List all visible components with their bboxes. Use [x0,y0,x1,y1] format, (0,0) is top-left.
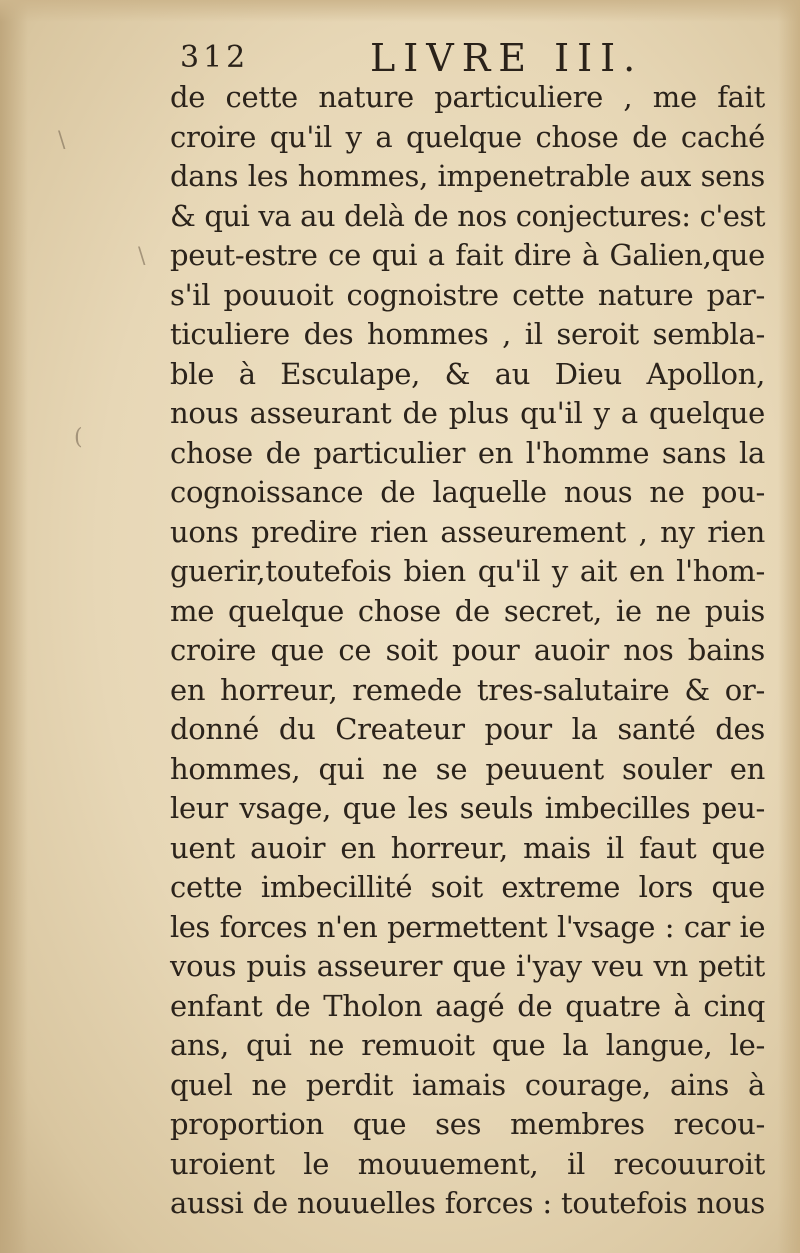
text-line: peut-estre ce qui a fait dire à Galien,que [170,238,765,272]
text-line: croire qu'il y a quelque chose de caché [170,119,765,154]
margin-mark: \ [138,244,146,269]
text-line: me quelque chose de secret, ie ne puis [170,593,765,628]
text-line: cognoissance de laquelle nous ne pou- [170,475,765,509]
text-line: ticuliere des hommes , il seroit sembla- [170,317,765,351]
margin-mark: ( [74,425,83,450]
text-line: leur vsage, que les seuls imbecilles peu- [170,791,765,825]
running-title: LIVRE III. [370,36,644,80]
text-line: uent auoir en horreur, mais il faut que [170,830,765,865]
text-line: aussi de nouuelles forces : toutefois nous [170,1186,765,1220]
text-line: dans les hommes, impenetrable aux sens [170,159,765,193]
page-edge-shadow-top [0,0,800,22]
text-line: cette imbecillité soit extreme lors que [170,870,765,904]
text-line: enfant de Tholon aagé de quatre à cinq [170,988,765,1023]
text-line: uons predire rien asseurement , ny rien [170,514,765,549]
text-line: quel ne perdit iamais courage, ains à [170,1067,765,1102]
text-line: ble à Esculape, & au Dieu Apollon, [170,356,765,391]
page-edge-shadow-right [778,0,800,1253]
text-line: de cette nature particuliere , me fait [170,80,765,114]
text-line: donné du Createur pour la santé des [170,712,765,746]
text-line: hommes, qui ne se peuuent souler en [170,751,765,786]
text-line: en horreur, remede tres-salutaire & or- [170,672,765,707]
text-line: les forces n'en permettent l'vsage : car ie [170,909,765,944]
page-number: 312 [180,40,250,75]
text-line: proportion que ses membres recou- [170,1107,765,1141]
text-line: chose de particulier en l'homme sans la [170,435,765,470]
margin-mark: \ [58,128,66,153]
text-line: vous puis asseurer que i'yay veu vn petit [170,949,765,983]
text-line: croire que ce soit pour auoir nos bains [170,633,765,667]
text-line: guerir,toutefois bien qu'il y ait en l'hom- [170,554,765,588]
text-line: ans, qui ne remuoit que la langue, le- [170,1028,765,1062]
text-line: & qui va au delà de nos conjectures: c'est [170,198,765,233]
body-text [170,78,765,1224]
text-line: uroient le mouuement, il recouuroit [170,1146,765,1181]
text-line: nous asseurant de plus qu'il y a quelque [170,396,765,430]
page-edge-shadow-left [0,0,28,1253]
text-line: s'il pouuoit cognoistre cette nature par- [170,277,765,312]
